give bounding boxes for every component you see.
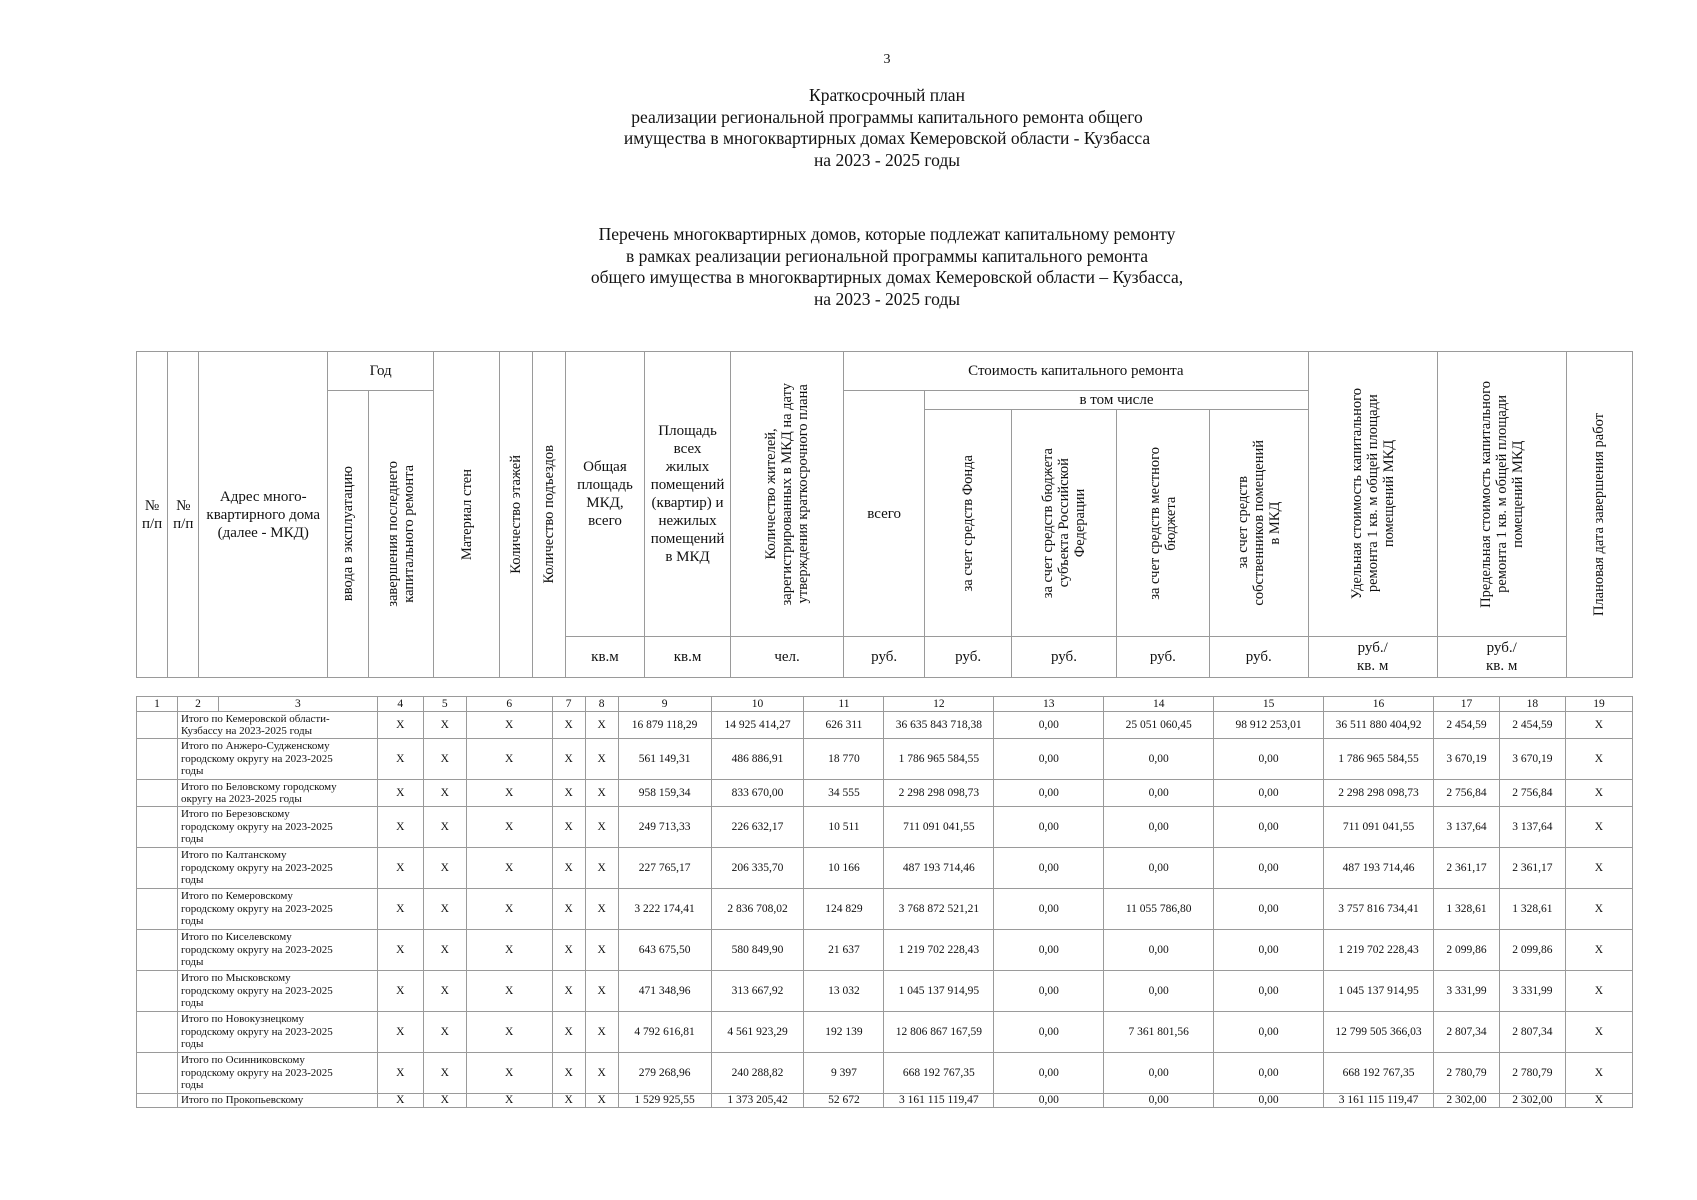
row-cell-c5: X: [423, 1012, 466, 1053]
header-year-commission: ввода в эксплуатацию: [328, 391, 369, 678]
row-cell-c12: 1 045 137 914,95: [884, 971, 994, 1012]
row-cell-c6: X: [466, 848, 552, 889]
row-cell-c5: X: [423, 930, 466, 971]
column-number: 12: [884, 697, 994, 712]
table-row: [137, 807, 1633, 848]
row-cell-c17: 3 331,99: [1434, 971, 1500, 1012]
header-planned-date: Плановая дата завершения работ: [1566, 352, 1632, 678]
row-cell-c7: X: [552, 712, 585, 739]
row-name: Итого по Новокузнецкому городскому округу на 2023-2025 годы: [177, 1012, 377, 1053]
row-cell-c5: X: [423, 712, 466, 739]
row-cell-c9: 3 222 174,41: [618, 889, 711, 930]
row-cell-c10: 833 670,00: [711, 780, 804, 807]
row-cell-c14: 0,00: [1104, 739, 1214, 780]
row-cell-c18: 2 454,59: [1499, 712, 1565, 739]
row-cell-c4: X: [377, 848, 423, 889]
row-cell-c11: 192 139: [804, 1012, 884, 1053]
column-number: 3: [218, 697, 377, 712]
row-cell-c16: 12 799 505 366,03: [1324, 1012, 1434, 1053]
row-cell-c17: 2 361,17: [1434, 848, 1500, 889]
row-cell-c15: 0,00: [1214, 739, 1324, 780]
unit-cost-total: руб.: [844, 637, 925, 678]
row-cell-c5: X: [423, 848, 466, 889]
row-cell-c15: 0,00: [1214, 848, 1324, 889]
row-cell-c9: 561 149,31: [618, 739, 711, 780]
row-name: Итого по Мысковскому городскому округу на 2023-2025 годы: [177, 971, 377, 1012]
header-num-a: № п/п: [137, 352, 168, 678]
row-cell-c6: X: [466, 971, 552, 1012]
row-number-cell: [137, 930, 178, 971]
header-wall-material: Материал стен: [434, 352, 500, 678]
row-cell-c16: 1 219 702 228,43: [1324, 930, 1434, 971]
row-name: Итого по Анжеро-Судженскому городскому округу на 2023-2025 годы: [177, 739, 377, 780]
header-cost-group: Стоимость капитального ремонта: [844, 352, 1309, 391]
row-cell-c10: 313 667,92: [711, 971, 804, 1012]
column-number: 7: [552, 697, 585, 712]
row-cell-c10: 4 561 923,29: [711, 1012, 804, 1053]
row-cell-c11: 124 829: [804, 889, 884, 930]
column-number-row: [137, 697, 1633, 712]
row-cell-c14: 0,00: [1104, 971, 1214, 1012]
column-number: 17: [1434, 697, 1500, 712]
list-title-line: общего имущества в многоквартирных домах Кемеровской области – Кузбасса,: [590, 267, 1184, 287]
table-row: [137, 889, 1633, 930]
row-cell-c17: 2 454,59: [1434, 712, 1500, 739]
row-cell-c10: 240 288,82: [711, 1053, 804, 1094]
row-cell-c4: X: [377, 971, 423, 1012]
row-cell-c6: X: [466, 712, 552, 739]
row-cell-c14: 0,00: [1104, 807, 1214, 848]
header-owners: за счет средств собственников помещений в МКД: [1209, 410, 1308, 637]
row-name: Итого по Беловскому городскому округу на 2023-2025 годы: [177, 780, 377, 807]
list-title-line: в рамках реализации региональной программы капитального ремонта: [625, 245, 1149, 266]
header-num-b: № п/п: [168, 352, 199, 678]
list-title-line: на 2023 - 2025 годы: [813, 288, 961, 309]
row-cell-c14: 7 361 801,56: [1104, 1012, 1214, 1053]
unit-residents: чел.: [731, 637, 844, 678]
table-row: [137, 1053, 1633, 1094]
row-cell-c7: X: [552, 780, 585, 807]
row-cell-c13: 0,00: [994, 930, 1104, 971]
table-row: [137, 971, 1633, 1012]
row-cell-c19: X: [1565, 971, 1632, 1012]
row-cell-c11: 52 672: [804, 1094, 884, 1108]
row-name: Итого по Кемеровскому городскому округу на 2023-2025 годы: [177, 889, 377, 930]
row-cell-c4: X: [377, 712, 423, 739]
table-row: [137, 930, 1633, 971]
row-cell-c19: X: [1565, 848, 1632, 889]
row-cell-c18: 2 756,84: [1499, 780, 1565, 807]
row-cell-c13: 0,00: [994, 739, 1104, 780]
row-cell-c18: 2 099,86: [1499, 930, 1565, 971]
plan-title-line: Краткосрочный план: [809, 85, 965, 105]
row-cell-c16: 487 193 714,46: [1324, 848, 1434, 889]
row-name: Итого по Кемеровской области- Кузбассу на 2023-2025 годы: [177, 712, 377, 739]
row-cell-c13: 0,00: [994, 780, 1104, 807]
column-number: 6: [466, 697, 552, 712]
header-residents: Количество жителей, зарегистрированных в МКД на дату утверждения краткосрочного плана: [731, 352, 844, 637]
data-table: [136, 696, 1633, 1108]
row-cell-c17: 3 137,64: [1434, 807, 1500, 848]
row-number-cell: [137, 889, 178, 930]
row-cell-c6: X: [466, 889, 552, 930]
row-cell-c6: X: [466, 1012, 552, 1053]
row-cell-c12: 12 806 867 167,59: [884, 1012, 994, 1053]
row-cell-c9: 1 529 925,55: [618, 1094, 711, 1108]
row-number-cell: [137, 971, 178, 1012]
row-cell-c13: 0,00: [994, 848, 1104, 889]
row-cell-c15: 0,00: [1214, 1053, 1324, 1094]
row-cell-c11: 626 311: [804, 712, 884, 739]
header-year-last-repair: завершения последнего капитального ремонта: [369, 391, 434, 678]
header-unit-cost: Удельная стоимость капитального ремонта 1 кв. м общей площади помещений МКД: [1308, 352, 1437, 637]
row-cell-c7: X: [552, 971, 585, 1012]
row-cell-c15: 0,00: [1214, 889, 1324, 930]
unit-total-area: кв.м: [565, 637, 644, 678]
row-cell-c16: 1 786 965 584,55: [1324, 739, 1434, 780]
row-cell-c9: 227 765,17: [618, 848, 711, 889]
row-cell-c6: X: [466, 1094, 552, 1108]
row-cell-c12: 1 786 965 584,55: [884, 739, 994, 780]
row-cell-c13: 0,00: [994, 807, 1104, 848]
table-row: [137, 712, 1633, 739]
row-cell-c7: X: [552, 1094, 585, 1108]
header-cost-total: всего: [844, 391, 925, 637]
header-table: [136, 351, 1633, 678]
row-cell-c19: X: [1565, 712, 1632, 739]
row-cell-c7: X: [552, 1012, 585, 1053]
row-cell-c5: X: [423, 1053, 466, 1094]
row-cell-c19: X: [1565, 1094, 1632, 1108]
row-cell-c18: 3 137,64: [1499, 807, 1565, 848]
row-cell-c6: X: [466, 930, 552, 971]
row-name: Итого по Киселевскому городскому округу на 2023-2025 годы: [177, 930, 377, 971]
row-cell-c15: 0,00: [1214, 807, 1324, 848]
row-cell-c9: 471 348,96: [618, 971, 711, 1012]
row-cell-c7: X: [552, 739, 585, 780]
header-fund: за счет средств Фонда: [925, 410, 1012, 637]
row-cell-c9: 958 159,34: [618, 780, 711, 807]
row-cell-c12: 487 193 714,46: [884, 848, 994, 889]
row-cell-c8: X: [585, 739, 618, 780]
list-title-line: Перечень многоквартирных домов, которые подлежат капитальному ремонту: [598, 224, 1176, 244]
row-cell-c4: X: [377, 889, 423, 930]
row-cell-c12: 2 298 298 098,73: [884, 780, 994, 807]
table-row: [137, 739, 1633, 780]
row-cell-c4: X: [377, 1053, 423, 1094]
row-cell-c8: X: [585, 807, 618, 848]
unit-unit-cost: руб./ кв. м: [1308, 637, 1437, 678]
row-cell-c10: 580 849,90: [711, 930, 804, 971]
row-cell-c5: X: [423, 739, 466, 780]
row-cell-c19: X: [1565, 930, 1632, 971]
header-cost-including: в том числе: [925, 391, 1308, 410]
column-number: 1: [137, 697, 178, 712]
row-cell-c13: 0,00: [994, 1094, 1104, 1108]
row-cell-c5: X: [423, 807, 466, 848]
row-cell-c13: 0,00: [994, 1012, 1104, 1053]
row-cell-c18: 2 302,00: [1499, 1094, 1565, 1108]
row-cell-c12: 711 091 041,55: [884, 807, 994, 848]
row-name: Итого по Березовскому городскому округу на 2023-2025 годы: [177, 807, 377, 848]
row-cell-c19: X: [1565, 807, 1632, 848]
row-cell-c18: 2 361,17: [1499, 848, 1565, 889]
row-cell-c7: X: [552, 889, 585, 930]
row-cell-c14: 0,00: [1104, 1053, 1214, 1094]
row-number-cell: [137, 1012, 178, 1053]
unit-owners: руб.: [1209, 637, 1308, 678]
row-cell-c16: 3 757 816 734,41: [1324, 889, 1434, 930]
row-cell-c8: X: [585, 930, 618, 971]
row-cell-c16: 3 161 115 119,47: [1324, 1094, 1434, 1108]
row-cell-c17: 2 780,79: [1434, 1053, 1500, 1094]
row-cell-c6: X: [466, 1053, 552, 1094]
plan-title-line: реализации региональной программы капитального ремонта общего: [631, 106, 1143, 127]
row-cell-c11: 10 166: [804, 848, 884, 889]
row-cell-c8: X: [585, 889, 618, 930]
header-living-area: Площадь всех жилых помещений (квартир) и нежилых помещений в МКД: [645, 352, 731, 637]
table-row: [137, 1012, 1633, 1053]
row-cell-c15: 98 912 253,01: [1214, 712, 1324, 739]
row-cell-c19: X: [1565, 739, 1632, 780]
table-row: [137, 1094, 1633, 1108]
header-address: Адрес много- квартирного дома (далее - МКД): [199, 352, 328, 678]
row-cell-c8: X: [585, 971, 618, 1012]
row-cell-c11: 34 555: [804, 780, 884, 807]
row-cell-c4: X: [377, 807, 423, 848]
row-number-cell: [137, 807, 178, 848]
row-cell-c10: 226 632,17: [711, 807, 804, 848]
row-cell-c13: 0,00: [994, 971, 1104, 1012]
row-cell-c10: 2 836 708,02: [711, 889, 804, 930]
column-number: 15: [1214, 697, 1324, 712]
row-cell-c5: X: [423, 971, 466, 1012]
row-cell-c4: X: [377, 780, 423, 807]
row-cell-c9: 643 675,50: [618, 930, 711, 971]
row-cell-c19: X: [1565, 1012, 1632, 1053]
page-number: 3: [883, 52, 891, 67]
row-cell-c19: X: [1565, 780, 1632, 807]
row-number-cell: [137, 1094, 178, 1108]
column-number: 10: [711, 697, 804, 712]
row-name: Итого по Осинниковскому городскому округу на 2023-2025 годы: [177, 1053, 377, 1094]
row-cell-c11: 18 770: [804, 739, 884, 780]
row-name: Итого по Прокопьевскому: [177, 1094, 377, 1108]
row-cell-c11: 13 032: [804, 971, 884, 1012]
unit-subject-budget: руб.: [1011, 637, 1116, 678]
row-cell-c5: X: [423, 1094, 466, 1108]
row-cell-c9: 249 713,33: [618, 807, 711, 848]
row-cell-c9: 16 879 118,29: [618, 712, 711, 739]
row-cell-c19: X: [1565, 1053, 1632, 1094]
row-cell-c6: X: [466, 807, 552, 848]
row-cell-c7: X: [552, 807, 585, 848]
row-cell-c7: X: [552, 848, 585, 889]
row-number-cell: [137, 1053, 178, 1094]
row-cell-c15: 0,00: [1214, 780, 1324, 807]
row-cell-c17: 2 099,86: [1434, 930, 1500, 971]
row-number-cell: [137, 848, 178, 889]
column-number: 13: [994, 697, 1104, 712]
row-cell-c14: 11 055 786,80: [1104, 889, 1214, 930]
row-name: Итого по Калтанскому городскому округу на 2023-2025 годы: [177, 848, 377, 889]
row-cell-c8: X: [585, 1012, 618, 1053]
plan-title-line: имущества в многоквартирных домах Кемеровской области - Кузбасса: [623, 128, 1151, 148]
unit-max-cost: руб./ кв. м: [1437, 637, 1566, 678]
row-cell-c6: X: [466, 739, 552, 780]
row-cell-c7: X: [552, 930, 585, 971]
unit-fund: руб.: [925, 637, 1012, 678]
row-cell-c11: 9 397: [804, 1053, 884, 1094]
row-cell-c10: 206 335,70: [711, 848, 804, 889]
row-cell-c18: 3 670,19: [1499, 739, 1565, 780]
column-number: 14: [1104, 697, 1214, 712]
row-cell-c10: 14 925 414,27: [711, 712, 804, 739]
row-cell-c17: 1 328,61: [1434, 889, 1500, 930]
row-cell-c8: X: [585, 1053, 618, 1094]
row-cell-c9: 4 792 616,81: [618, 1012, 711, 1053]
row-cell-c8: X: [585, 712, 618, 739]
row-cell-c8: X: [585, 848, 618, 889]
row-cell-c11: 10 511: [804, 807, 884, 848]
row-cell-c12: 3 161 115 119,47: [884, 1094, 994, 1108]
row-cell-c4: X: [377, 739, 423, 780]
row-cell-c16: 2 298 298 098,73: [1324, 780, 1434, 807]
row-cell-c8: X: [585, 1094, 618, 1108]
row-cell-c7: X: [552, 1053, 585, 1094]
row-cell-c9: 279 268,96: [618, 1053, 711, 1094]
row-number-cell: [137, 712, 178, 739]
row-cell-c17: 3 670,19: [1434, 739, 1500, 780]
row-cell-c12: 36 635 843 718,38: [884, 712, 994, 739]
header-subject-budget: за счет средств бюджета субъекта Российской Федерации: [1011, 410, 1116, 637]
plan-title: [0, 85, 1697, 171]
plan-title-line: на 2023 - 2025 годы: [813, 149, 961, 170]
row-cell-c18: 2 807,34: [1499, 1012, 1565, 1053]
row-cell-c12: 668 192 767,35: [884, 1053, 994, 1094]
row-cell-c16: 668 192 767,35: [1324, 1053, 1434, 1094]
column-number: 5: [423, 697, 466, 712]
row-cell-c18: 1 328,61: [1499, 889, 1565, 930]
row-cell-c19: X: [1565, 889, 1632, 930]
row-cell-c18: 2 780,79: [1499, 1053, 1565, 1094]
row-cell-c15: 0,00: [1214, 971, 1324, 1012]
column-number: 9: [618, 697, 711, 712]
row-cell-c13: 0,00: [994, 1053, 1104, 1094]
row-cell-c5: X: [423, 780, 466, 807]
row-cell-c12: 1 219 702 228,43: [884, 930, 994, 971]
row-cell-c17: 2 302,00: [1434, 1094, 1500, 1108]
column-number: 11: [804, 697, 884, 712]
header-floors: Количество этажей: [499, 352, 532, 678]
row-cell-c16: 711 091 041,55: [1324, 807, 1434, 848]
row-cell-c15: 0,00: [1214, 1094, 1324, 1108]
row-cell-c13: 0,00: [994, 712, 1104, 739]
row-cell-c17: 2 807,34: [1434, 1012, 1500, 1053]
row-cell-c11: 21 637: [804, 930, 884, 971]
column-number: 16: [1324, 697, 1434, 712]
row-cell-c6: X: [466, 780, 552, 807]
column-number: 2: [177, 697, 218, 712]
header-max-cost: Предельная стоимость капитального ремонта 1 кв. м общей площади помещений МКД: [1437, 352, 1566, 637]
row-cell-c16: 36 511 880 404,92: [1324, 712, 1434, 739]
row-cell-c5: X: [423, 889, 466, 930]
row-cell-c15: 0,00: [1214, 1012, 1324, 1053]
row-cell-c15: 0,00: [1214, 930, 1324, 971]
row-cell-c4: X: [377, 930, 423, 971]
row-cell-c13: 0,00: [994, 889, 1104, 930]
row-cell-c12: 3 768 872 521,21: [884, 889, 994, 930]
list-title: [0, 224, 1697, 310]
row-cell-c10: 1 373 205,42: [711, 1094, 804, 1108]
header-entrances: Количество подъездов: [532, 352, 565, 678]
column-number: 18: [1499, 697, 1565, 712]
row-cell-c16: 1 045 137 914,95: [1324, 971, 1434, 1012]
table-row: [137, 780, 1633, 807]
row-number-cell: [137, 739, 178, 780]
row-cell-c8: X: [585, 780, 618, 807]
row-cell-c14: 0,00: [1104, 848, 1214, 889]
header-year-group: Год: [328, 352, 434, 391]
table-row: [137, 848, 1633, 889]
row-cell-c18: 3 331,99: [1499, 971, 1565, 1012]
header-local-budget: за счет средств местного бюджета: [1116, 410, 1209, 637]
unit-local-budget: руб.: [1116, 637, 1209, 678]
row-cell-c14: 0,00: [1104, 780, 1214, 807]
row-cell-c4: X: [377, 1012, 423, 1053]
unit-living-area: кв.м: [645, 637, 731, 678]
row-cell-c10: 486 886,91: [711, 739, 804, 780]
row-cell-c17: 2 756,84: [1434, 780, 1500, 807]
header-total-area: Общая площадь МКД, всего: [565, 352, 644, 637]
row-cell-c14: 25 051 060,45: [1104, 712, 1214, 739]
column-number: 4: [377, 697, 423, 712]
row-cell-c14: 0,00: [1104, 930, 1214, 971]
row-cell-c4: X: [377, 1094, 423, 1108]
row-cell-c14: 0,00: [1104, 1094, 1214, 1108]
column-number: 8: [585, 697, 618, 712]
row-number-cell: [137, 780, 178, 807]
column-number: 19: [1565, 697, 1632, 712]
